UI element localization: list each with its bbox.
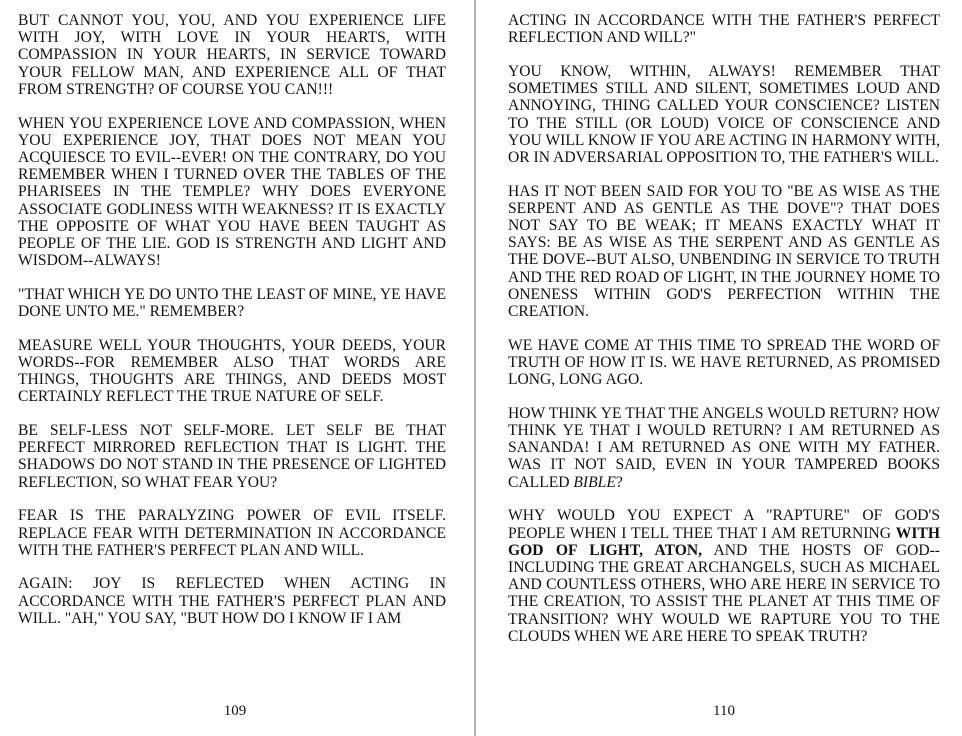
paragraph: MEASURE WELL YOUR THOUGHTS, YOUR DEEDS, YOUR WORDS--FOR REMEMBER ALSO THAT WORDS ARE THINGS, THOUGHTS ARE THINGS, AND DEEDS MOST CERTAINLY REFLECT THE TRUE NATURE OF SELF.	[18, 336, 446, 406]
bold-phrase: WITH GOD OF LIGHT, ATON,	[508, 524, 940, 559]
paragraph: "THAT WHICH YE DO UNTO THE LEAST OF MINE, YE HAVE DONE UNTO ME." REMEMBER?	[18, 285, 446, 321]
text-run: WHY WOULD YOU EXPECT A "RAPTURE" OF GOD'S PEOPLE WHEN I TELL THEE THAT I AM RETURNING	[508, 507, 940, 542]
page-number: 110	[713, 703, 735, 719]
left-page	[0, 0, 476, 736]
text-run: AND THE HOSTS OF GOD--INCLUDING THE GREAT ARCHANGELS, SUCH AS MICHAEL AND COUNTLESS OTHERS, WHO ARE HERE IN SERVICE TO THE CREATION, TO ASSIST THE PLANET AT THIS TIME OF TRANSITION? WHY WOULD WE RAPTURE YOU TO THE CLOUDS WHEN WE ARE HERE TO SPEAK TRUTH?	[508, 541, 940, 645]
paragraph: ACTING IN ACCORDANCE WITH THE FATHER'S PERFECT REFLECTION AND WILL?"	[508, 12, 940, 47]
paragraph: HAS IT NOT BEEN SAID FOR YOU TO "BE AS WISE AS THE SERPENT AND AS GENTLE AS THE DOVE"? THAT DOES NOT SAY TO BE WEAK; IT MEANS EXACTLY WHAT IT SAYS: BE AS WISE AS THE SERPENT AND AS GENTLE AS THE DOVE--BUT ALSO, UNBENDING IN SERVICE TO TRUTH AND THE RED ROAD OF LIGHT, IN THE JOURNEY HOME TO ONENESS WITHIN GOD'S PERFECTION WITHIN THE CREATION.	[508, 182, 940, 321]
text-run: HOW THINK YE THAT THE ANGELS WOULD RETURN? HOW THINK YE THAT I WOULD RETURN? I AM RETURNED AS SANANDA! I AM RETURNED AS ONE WITH MY FATHER. WAS IT NOT SAID, EVEN IN YOUR TAMPERED BOOKS CALLED	[508, 404, 940, 491]
paragraph: FEAR IS THE PARALYZING POWER OF EVIL ITSELF. REPLACE FEAR WITH DETERMINATION IN ACCORDANCE WITH THE FATHER'S PERFECT PLAN AND WILL.	[18, 507, 446, 559]
paragraph	[508, 405, 940, 491]
paragraph: YOU KNOW, WITHIN, ALWAYS! REMEMBER THAT SOMETIMES STILL AND SILENT, SOMETIMES LOUD AND ANNOYING, THING CALLED YOUR CONSCIENCE? LISTEN TO THE STILL (OR LOUD) VOICE OF CONSCIENCE AND YOU WILL KNOW IF YOU ARE ACTING IN HARMONY WITH, OR IN ADVERSARIAL OPPOSITION TO, THE FATHER'S WILL.	[508, 62, 940, 166]
paragraph: BUT CANNOT YOU, YOU, AND YOU EXPERIENCE LIFE WITH JOY, WITH LOVE IN YOUR HEARTS, WITH COMPASSION IN YOUR HEARTS, IN SERVICE TOWARD YOUR FELLOW MAN, AND EXPERIENCE ALL OF THAT FROM STRENGTH? OF COURSE YOU CAN!!!	[18, 12, 446, 98]
paragraph: WHEN YOU EXPERIENCE LOVE AND COMPASSION, WHEN YOU EXPERIENCE JOY, THAT DOES NOT MEAN YOU ACQUIESCE TO EVIL--EVER! ON THE CONTRARY, DO YOU REMEMBER WHEN I TURNED OVER THE TABLES OF THE PHARISEES IN THE TEMPLE? WHY DOES EVERYONE ASSOCIATE GODLINESS WITH WEAKNESS? IT IS EXACTLY THE OPPOSITE OF WHAT YOU HAVE BEEN TAUGHT AS PEOPLE OF THE LIE. GOD IS STRENGTH AND LIGHT AND WISDOM--ALWAYS!	[18, 114, 446, 270]
right-page	[476, 0, 962, 736]
right-page-text	[508, 12, 940, 645]
paragraph: BE SELF-LESS NOT SELF-MORE. LET SELF BE THAT PERFECT MIRRORED REFLECTION THAT IS LIGHT. THE SHADOWS DO NOT STAND IN THE PRESENCE OF LIGHTED REFLECTION, SO WHAT FEAR YOU?	[18, 422, 446, 491]
text-run: ?	[615, 473, 623, 491]
paragraph	[508, 507, 940, 645]
paragraph: AGAIN: JOY IS REFLECTED WHEN ACTING IN ACCORDANCE WITH THE FATHER'S PERFECT PLAN AND WILL. "AH," YOU SAY, "BUT HOW DO I KNOW IF I AM	[18, 575, 446, 627]
italic-title: BIBLE	[573, 473, 616, 491]
page-number: 109	[223, 703, 247, 719]
paragraph: WE HAVE COME AT THIS TIME TO SPREAD THE WORD OF TRUTH OF HOW IT IS. WE HAVE RETURNED, AS PROMISED LONG, LONG AGO.	[508, 336, 940, 389]
left-page-text	[18, 12, 446, 627]
